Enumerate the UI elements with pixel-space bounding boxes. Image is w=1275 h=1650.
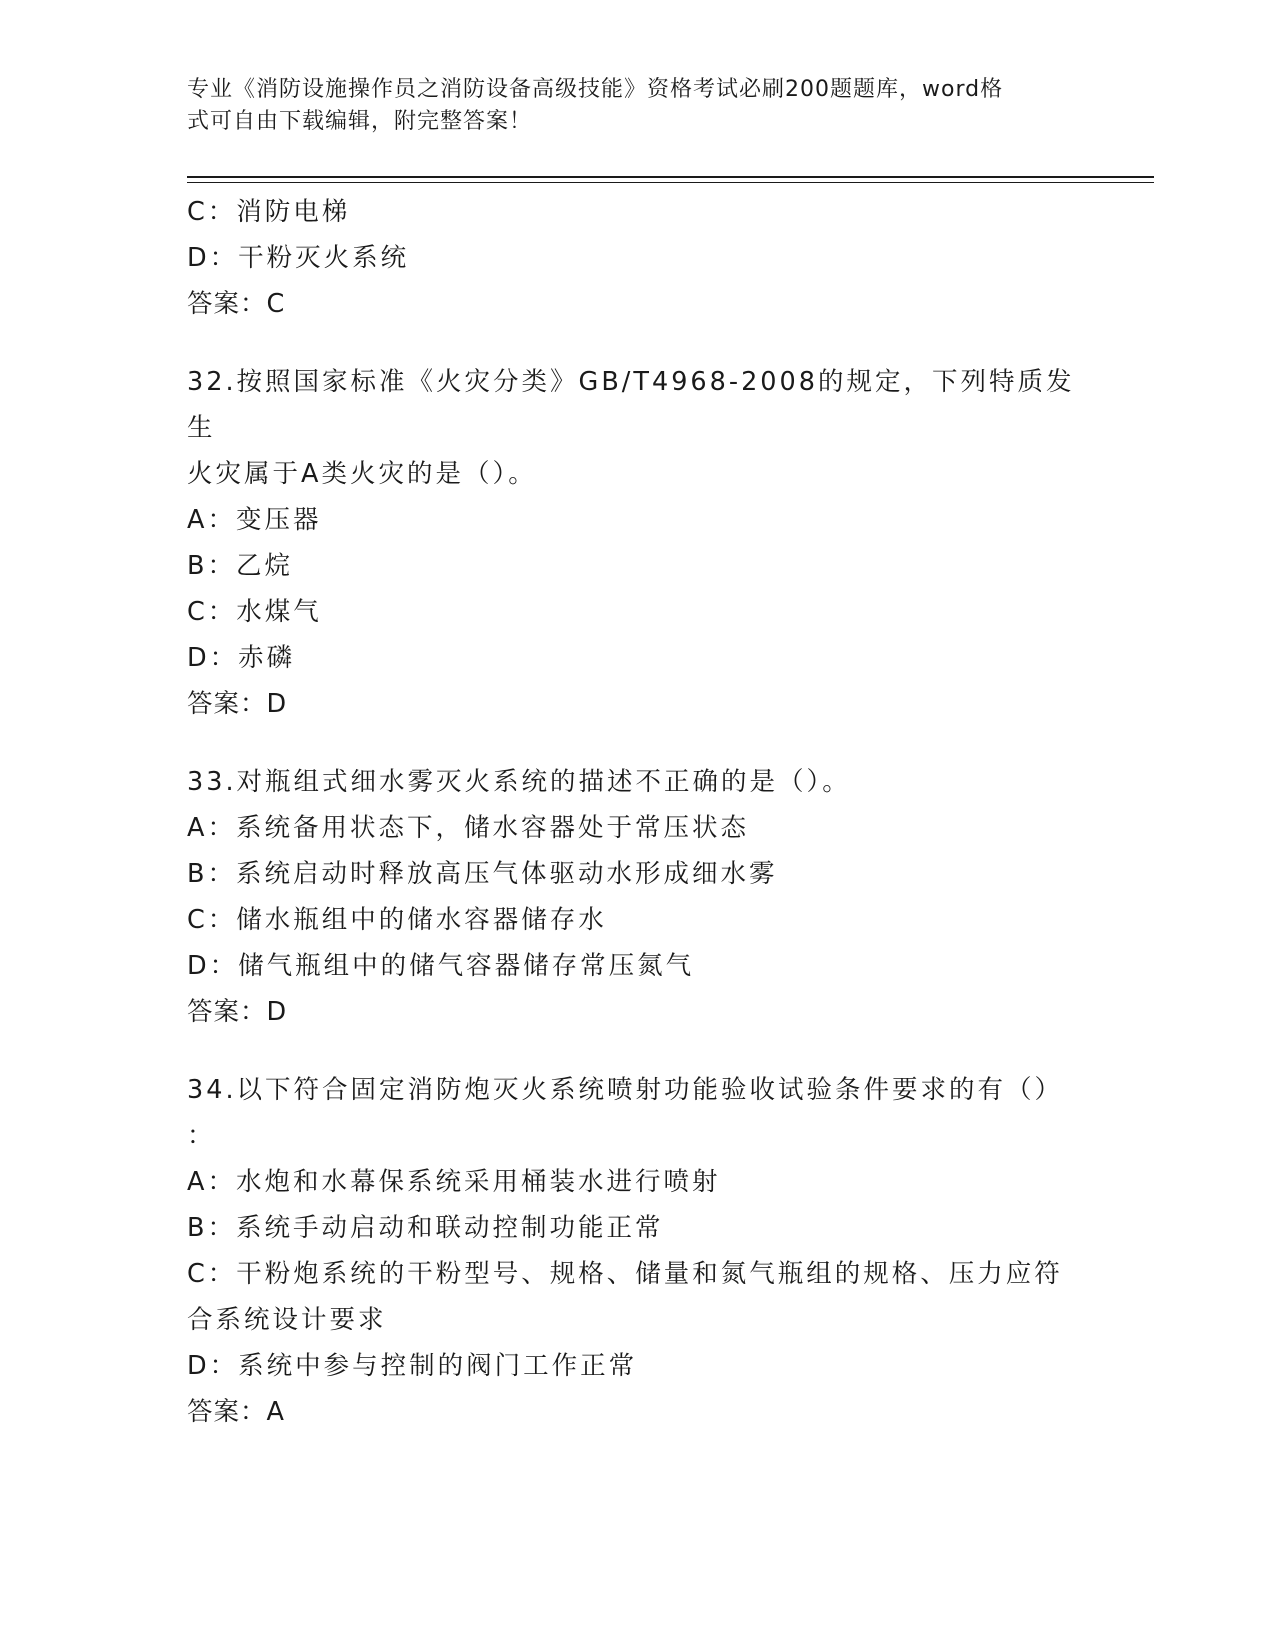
question-32: [187, 359, 1087, 727]
question-stem: [187, 1067, 1087, 1159]
option-b: B：乙烷: [187, 551, 293, 581]
header-line-2: 式可自由下载编辑，附完整答案！: [187, 109, 533, 134]
option-b: B：系统手动启动和联动控制功能正常: [187, 1213, 664, 1243]
option-c: C：储水瓶组中的储水容器储存水: [187, 905, 607, 935]
question-stem-line: 34.以下符合固定消防炮灭火系统喷射功能验收试验条件要求的有（）: [187, 1075, 1064, 1105]
question-list: [187, 189, 1087, 1435]
document-header: [187, 74, 1067, 138]
answer: 答案：D: [187, 997, 288, 1027]
question-34: [187, 1067, 1087, 1435]
question-stem: 33.对瓶组式细水雾灭火系统的描述不正确的是（）。: [187, 767, 851, 797]
question-stem-line: 32.按照国家标准《火灾分类》GB/T4968-2008的规定，下列特质发生: [187, 367, 1075, 443]
option-c: C：水煤气: [187, 597, 322, 627]
header-line-1: 专业《消防设施操作员之消防设备高级技能》资格考试必刷200题题库，word格: [187, 77, 1004, 102]
option-a: A：系统备用状态下，储水容器处于常压状态: [187, 813, 749, 843]
option-c: [187, 1251, 1087, 1343]
option-a: A：变压器: [187, 505, 322, 535]
option-d: D：赤磷: [187, 643, 296, 673]
option-d: D：系统中参与控制的阀门工作正常: [187, 1351, 638, 1381]
option-c: C：消防电梯: [187, 197, 351, 227]
header-divider-thin: [187, 182, 1154, 183]
answer: 答案：C: [187, 289, 286, 319]
answer: 答案：A: [187, 1397, 285, 1427]
question-stem: [187, 359, 1087, 497]
question-31-tail: [187, 189, 1087, 327]
question-stem-line: ：: [187, 1121, 216, 1151]
answer: 答案：D: [187, 689, 288, 719]
question-stem-line: 火灾属于A类火灾的是（）。: [187, 459, 537, 489]
option-d: D：干粉灭火系统: [187, 243, 410, 273]
option-b: B：系统启动时释放高压气体驱动水形成细水雾: [187, 859, 778, 889]
question-33: [187, 759, 1087, 1035]
option-line: 合系统设计要求: [187, 1305, 387, 1335]
option-line: C：干粉炮系统的干粉型号、规格、储量和氮气瓶组的规格、压力应符: [187, 1259, 1063, 1289]
option-d: D：储气瓶组中的储气容器储存常压氮气: [187, 951, 695, 981]
option-a: A：水炮和水幕保系统采用桶装水进行喷射: [187, 1167, 721, 1197]
header-divider-thick: [187, 176, 1154, 178]
